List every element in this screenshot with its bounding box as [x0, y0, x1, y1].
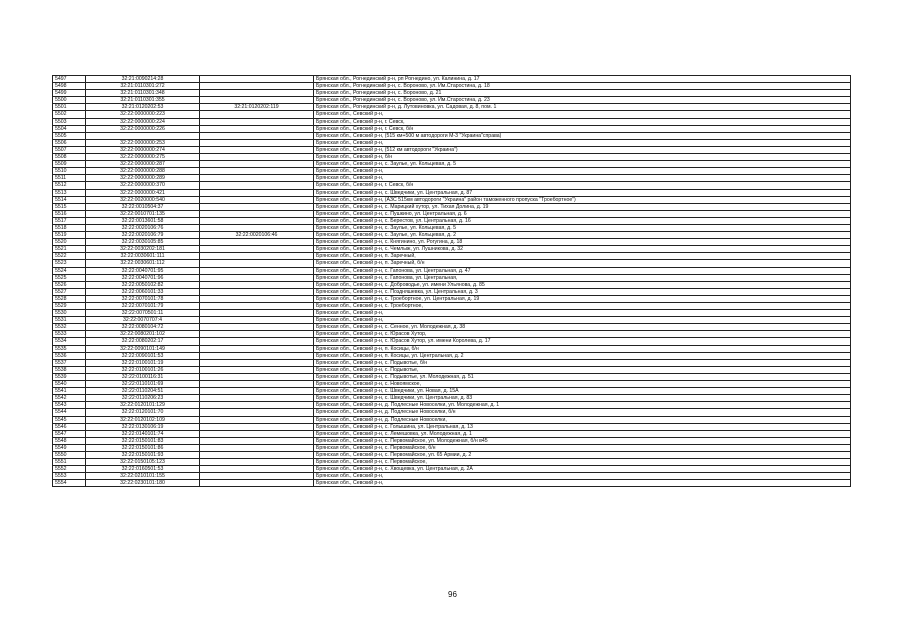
- table-row: [53, 210, 851, 217]
- cadastral-number-cell: 32:22:0070707:4: [86, 317, 200, 324]
- row-number-cell: 5512: [53, 182, 86, 189]
- row-number-cell: 5505: [53, 132, 86, 139]
- address-cell: Брянская обл., Севский р-н, п. Косицы, ул. Центральная, д. 2: [314, 352, 851, 359]
- previous-number-cell: [200, 352, 314, 359]
- cadastral-number-cell: 32:22:0110206:23: [86, 395, 200, 402]
- address-cell: Брянская обл., Севский р-н, г. Севск, б/н: [314, 182, 851, 189]
- cadastral-number-cell: 32:22:0030601:111: [86, 253, 200, 260]
- row-number-cell: 5541: [53, 388, 86, 395]
- previous-number-cell: [200, 402, 314, 409]
- cadastral-number-cell: 32:22:0050102:82: [86, 281, 200, 288]
- row-number-cell: 5521: [53, 246, 86, 253]
- row-number-cell: 5522: [53, 253, 86, 260]
- address-cell: Брянская обл., Севский р-н, д. Подлесные Новоселки, б/н: [314, 409, 851, 416]
- row-number-cell: 5525: [53, 274, 86, 281]
- address-cell: Брянская обл., Севский р-н, с. Заулье, ул. Кольцевая, д. 5: [314, 224, 851, 231]
- table-row: [53, 260, 851, 267]
- previous-number-cell: [200, 175, 314, 182]
- row-number-cell: 5504: [53, 125, 86, 132]
- table-row: [53, 246, 851, 253]
- row-number-cell: 5502: [53, 111, 86, 118]
- address-cell: Брянская обл., Севский р-н, с. Троебортное,: [314, 303, 851, 310]
- address-cell: Брянская обл., Рогнединский р-н, д. Лутовиновка, ул. Садовая, д. 8, пом. 1: [314, 104, 851, 111]
- cadastral-number-cell: 32:21:0110301:272: [86, 83, 200, 90]
- cadastral-number-cell: 32:22:0000000:274: [86, 146, 200, 153]
- cadastral-number-cell: 32:22:0000000:370: [86, 182, 200, 189]
- previous-number-cell: [200, 288, 314, 295]
- address-cell: Брянская обл., Рогнединский р-н, с. Вороново, ул. Им.Старостина, д. 23: [314, 97, 851, 104]
- previous-number-cell: [200, 224, 314, 231]
- table-row: [53, 203, 851, 210]
- cadastral-number-cell: 32:22:0070101:79: [86, 303, 200, 310]
- previous-number-cell: [200, 395, 314, 402]
- previous-number-cell: [200, 388, 314, 395]
- row-number-cell: 5498: [53, 83, 86, 90]
- row-number-cell: 5520: [53, 239, 86, 246]
- table-row: [53, 83, 851, 90]
- address-cell: Брянская обл., Севский р-н, с. Первомайское, б/н: [314, 444, 851, 451]
- previous-number-cell: [200, 97, 314, 104]
- previous-number-cell: [200, 182, 314, 189]
- cadastral-number-cell: 32:22:0000000:288: [86, 168, 200, 175]
- row-number-cell: 5526: [53, 281, 86, 288]
- table-row: [53, 395, 851, 402]
- address-cell: Брянская обл., Севский р-н, п. Косицы, б/н: [314, 345, 851, 352]
- address-cell: Брянская обл., Севский р-н, с. Гапонова, ул. Центральная,: [314, 274, 851, 281]
- previous-number-cell: [200, 196, 314, 203]
- previous-number-cell: [200, 76, 314, 83]
- table-row: [53, 430, 851, 437]
- row-number-cell: 5539: [53, 373, 86, 380]
- cadastral-number-cell: 32:22:0020106:79: [86, 232, 200, 239]
- cadastral-number-cell: 32:22:0010701:135: [86, 210, 200, 217]
- address-cell: Брянская обл., Севский р-н, с. Берестов, ул. Центральная, д. 16: [314, 217, 851, 224]
- previous-number-cell: [200, 345, 314, 352]
- cadastral-number-cell: 32:22:0120101:70: [86, 409, 200, 416]
- cadastral-number-cell: 32:22:0110204:51: [86, 388, 200, 395]
- table-row: [53, 451, 851, 458]
- row-number-cell: 5554: [53, 480, 86, 487]
- cadastral-number-cell: 32:22:0000000:289: [86, 175, 200, 182]
- table-row: [53, 267, 851, 274]
- table-row: [53, 76, 851, 83]
- cadastral-number-cell: 32:22:0030202:181: [86, 246, 200, 253]
- cadastral-number-cell: 32:22:0150101:86: [86, 444, 200, 451]
- address-cell: Брянская обл., Севский р-н, б/н: [314, 154, 851, 161]
- cadastral-number-cell: 32:22:0013601:58: [86, 217, 200, 224]
- cadastral-number-cell: 32:21:0110301:355: [86, 97, 200, 104]
- cadastral-number-cell: 32:22:0230101:180: [86, 480, 200, 487]
- table-row: [53, 388, 851, 395]
- cadastral-number-cell: 32:22:0000000:223: [86, 111, 200, 118]
- previous-number-cell: [200, 217, 314, 224]
- previous-number-cell: [200, 480, 314, 487]
- previous-number-cell: [200, 359, 314, 366]
- table-row: [53, 324, 851, 331]
- table-row: [53, 125, 851, 132]
- address-cell: Брянская обл., Севский р-н, (АЗС 515км автодороги "Украина" район таможенного пропуска "Троебортное"): [314, 196, 851, 203]
- cadastral-number-cell: 32:21:0120202:53: [86, 104, 200, 111]
- address-cell: Брянская обл., Севский р-н,: [314, 473, 851, 480]
- address-cell: Брянская обл., Севский р-н,: [314, 175, 851, 182]
- cadastral-number-cell: 32:22:0080202:17: [86, 338, 200, 345]
- previous-number-cell: [200, 118, 314, 125]
- cadastral-number-cell: 32:22:0000000:226: [86, 125, 200, 132]
- table-row: [53, 288, 851, 295]
- previous-number-cell: [200, 139, 314, 146]
- previous-number-cell: [200, 324, 314, 331]
- previous-number-cell: [200, 132, 314, 139]
- table-row: [53, 338, 851, 345]
- cadastral-number-cell: 32:22:0030105:85: [86, 239, 200, 246]
- row-number-cell: 5550: [53, 451, 86, 458]
- cadastral-number-cell: 32:21:0090214:28: [86, 76, 200, 83]
- table-row: [53, 104, 851, 111]
- address-cell: Брянская обл., Севский р-н, с. Шведчики, ул. Центральная, д. 87: [314, 189, 851, 196]
- address-cell: Брянская обл., Севский р-н, с. Заулье, ул. Кольцевая, д. 2: [314, 232, 851, 239]
- address-cell: Брянская обл., Севский р-н, с. Пушкино, ул. Центральная, д. 6: [314, 210, 851, 217]
- table-row: [53, 444, 851, 451]
- table-row: [53, 189, 851, 196]
- address-cell: Брянская обл., Севский р-н, с. Сенное, ул. Молодежная, д. 38: [314, 324, 851, 331]
- row-number-cell: 5535: [53, 345, 86, 352]
- row-number-cell: 5530: [53, 310, 86, 317]
- previous-number-cell: [200, 83, 314, 90]
- address-cell: Брянская обл., Севский р-н, п. Заречный,: [314, 253, 851, 260]
- previous-number-cell: [200, 90, 314, 97]
- property-register-table: [52, 75, 851, 487]
- table-row: [53, 466, 851, 473]
- row-number-cell: 5518: [53, 224, 86, 231]
- row-number-cell: 5544: [53, 409, 86, 416]
- cadastral-number-cell: 32:22:0130106:19: [86, 423, 200, 430]
- previous-number-cell: [200, 459, 314, 466]
- cadastral-number-cell: 32:22:0080201:102: [86, 331, 200, 338]
- row-number-cell: 5547: [53, 430, 86, 437]
- table-row: [53, 224, 851, 231]
- cadastral-number-cell: 32:22:0000000:224: [86, 118, 200, 125]
- row-number-cell: 5537: [53, 359, 86, 366]
- cadastral-number-cell: 32:22:0090101:149: [86, 345, 200, 352]
- table-row: [53, 303, 851, 310]
- previous-number-cell: [200, 210, 314, 217]
- table-row: [53, 416, 851, 423]
- address-cell: Брянская обл., Севский р-н, с. Юрасов Хутор, ул. имени Королева, д. 17: [314, 338, 851, 345]
- row-number-cell: 5545: [53, 416, 86, 423]
- table-row: [53, 331, 851, 338]
- row-number-cell: 5514: [53, 196, 86, 203]
- cadastral-number-cell: 32:22:0040701:96: [86, 274, 200, 281]
- address-cell: Брянская обл., Севский р-н,: [314, 139, 851, 146]
- table-row: [53, 139, 851, 146]
- address-cell: Брянская обл., Севский р-н, с. Голышина, ул. Центральная, д. 13: [314, 423, 851, 430]
- address-cell: Брянская обл., Севский р-н, с. Поздняшевка, ул. Центральная, д. 3: [314, 288, 851, 295]
- address-cell: Брянская обл., Севский р-н, г. Севск,: [314, 118, 851, 125]
- table-row: [53, 381, 851, 388]
- row-number-cell: 5529: [53, 303, 86, 310]
- address-cell: Брянская обл., Севский р-н, с. Заулье, ул. Кольцевая, д. 5: [314, 161, 851, 168]
- previous-number-cell: [200, 303, 314, 310]
- previous-number-cell: [200, 444, 314, 451]
- row-number-cell: 5552: [53, 466, 86, 473]
- previous-number-cell: [200, 246, 314, 253]
- row-number-cell: 5542: [53, 395, 86, 402]
- row-number-cell: 5497: [53, 76, 86, 83]
- table-row: [53, 352, 851, 359]
- address-cell: Брянская обл., Севский р-н, с. Троебортное, ул. Центральная, д. 19: [314, 295, 851, 302]
- address-cell: Брянская обл., Севский р-н, с. Подывотье, ул. Молодежная, д. 51: [314, 373, 851, 380]
- row-number-cell: 5553: [53, 473, 86, 480]
- table-row: [53, 154, 851, 161]
- cadastral-number-cell: 32:22:0120102:109: [86, 416, 200, 423]
- cadastral-number-cell: 32:22:0000000:287: [86, 161, 200, 168]
- previous-number-cell: [200, 451, 314, 458]
- table-row: [53, 90, 851, 97]
- previous-number-cell: 32:21:0120202:119: [200, 104, 314, 111]
- table-row: [53, 175, 851, 182]
- previous-number-cell: [200, 310, 314, 317]
- table-row: [53, 217, 851, 224]
- row-number-cell: 5527: [53, 288, 86, 295]
- address-cell: Брянская обл., Севский р-н, (515 км+500 м автодороги М-3 "Украина"справа): [314, 132, 851, 139]
- row-number-cell: 5540: [53, 381, 86, 388]
- row-number-cell: 5534: [53, 338, 86, 345]
- address-cell: Брянская обл., Севский р-н, с. Первомайское, ул. 65 Армии, д. 2: [314, 451, 851, 458]
- table-row: [53, 97, 851, 104]
- cadastral-number-cell: 32:22:0000000:275: [86, 154, 200, 161]
- address-cell: Брянская обл., Рогнединский р-н, с. Вороново, д. 21: [314, 90, 851, 97]
- address-cell: Брянская обл., Рогнединский р-н, с. Вороново, ул. Им.Старостина, д. 18: [314, 83, 851, 90]
- previous-number-cell: [200, 146, 314, 153]
- address-cell: Брянская обл., Севский р-н, с. Шведчики, ул. Новая, д. 15А: [314, 388, 851, 395]
- table-row: [53, 459, 851, 466]
- address-cell: Брянская обл., Рогнединский р-н, рп Рогнедино, ул. Калинина, д. 17: [314, 76, 851, 83]
- address-cell: Брянская обл., Севский р-н, с. Лемешовка, ул. Молодежная, д. 1: [314, 430, 851, 437]
- row-number-cell: 5538: [53, 366, 86, 373]
- register-body: [53, 76, 851, 487]
- cadastral-number-cell: 32:22:0000000:253: [86, 139, 200, 146]
- previous-number-cell: [200, 430, 314, 437]
- table-row: [53, 345, 851, 352]
- cadastral-number-cell: 32:22:0160501:53: [86, 466, 200, 473]
- address-cell: Брянская обл., Севский р-н, с. Новоямское,: [314, 381, 851, 388]
- address-cell: Брянская обл., Севский р-н, д. Подлесные Новоселки, ул. Молодежная, д. 1: [314, 402, 851, 409]
- table-row: [53, 196, 851, 203]
- table-row: [53, 111, 851, 118]
- previous-number-cell: [200, 253, 314, 260]
- row-number-cell: 5531: [53, 317, 86, 324]
- table-row: [53, 409, 851, 416]
- address-cell: Брянская обл., Севский р-н, с. Княгинино, ул. Рогугина, д. 18: [314, 239, 851, 246]
- row-number-cell: 5546: [53, 423, 86, 430]
- row-number-cell: 5543: [53, 402, 86, 409]
- previous-number-cell: [200, 466, 314, 473]
- previous-number-cell: [200, 154, 314, 161]
- row-number-cell: 5499: [53, 90, 86, 97]
- row-number-cell: 5528: [53, 295, 86, 302]
- table-row: [53, 366, 851, 373]
- row-number-cell: 5516: [53, 210, 86, 217]
- address-cell: Брянская обл., Севский р-н,: [314, 317, 851, 324]
- cadastral-number-cell: 32:22:0110101:69: [86, 381, 200, 388]
- row-number-cell: 5515: [53, 203, 86, 210]
- previous-number-cell: [200, 239, 314, 246]
- row-number-cell: 5533: [53, 331, 86, 338]
- table-row: [53, 423, 851, 430]
- row-number-cell: 5510: [53, 168, 86, 175]
- previous-number-cell: [200, 267, 314, 274]
- cadastral-number-cell: 32:22:0070501:11: [86, 310, 200, 317]
- table-row: [53, 168, 851, 175]
- table-row: [53, 373, 851, 380]
- address-cell: Брянская обл., Севский р-н, с. Чемлыж, ул. Лушникова, д. 32: [314, 246, 851, 253]
- row-number-cell: 5551: [53, 459, 86, 466]
- cadastral-number-cell: 32:22:0100101:26: [86, 366, 200, 373]
- row-number-cell: 5548: [53, 437, 86, 444]
- cadastral-number-cell: 32:21:0110301:348: [86, 90, 200, 97]
- address-cell: Брянская обл., Севский р-н, с. Гапонова, ул. Центральная, д. 47: [314, 267, 851, 274]
- address-cell: Брянская обл., Севский р-н, с. Подывотье,: [314, 366, 851, 373]
- table-row: [53, 253, 851, 260]
- previous-number-cell: [200, 409, 314, 416]
- previous-number-cell: [200, 260, 314, 267]
- cadastral-number-cell: 32:22:0120101:129: [86, 402, 200, 409]
- cadastral-number-cell: 32:22:0000000:421: [86, 189, 200, 196]
- row-number-cell: 5500: [53, 97, 86, 104]
- previous-number-cell: [200, 189, 314, 196]
- previous-number-cell: [200, 423, 314, 430]
- page-number: 96: [448, 590, 457, 599]
- address-cell: Брянская обл., Севский р-н,: [314, 111, 851, 118]
- previous-number-cell: [200, 416, 314, 423]
- cadastral-number-cell: 32:22:0090101:53: [86, 352, 200, 359]
- row-number-cell: 5532: [53, 324, 86, 331]
- previous-number-cell: [200, 437, 314, 444]
- cadastral-number-cell: 32:22:0100101:19: [86, 359, 200, 366]
- previous-number-cell: [200, 203, 314, 210]
- cadastral-number-cell: 32:22:0100116:31: [86, 373, 200, 380]
- cadastral-number-cell: 32:22:0030601:112: [86, 260, 200, 267]
- row-number-cell: 5513: [53, 189, 86, 196]
- row-number-cell: 5507: [53, 146, 86, 153]
- address-cell: Брянская обл., Севский р-н, с. Хвощевка, ул. Центральная, д. 2А: [314, 466, 851, 473]
- table-row: [53, 118, 851, 125]
- table-row: [53, 239, 851, 246]
- cadastral-number-cell: 32:22:0150101:93: [86, 451, 200, 458]
- previous-number-cell: [200, 161, 314, 168]
- address-cell: Брянская обл., Севский р-н,: [314, 310, 851, 317]
- row-number-cell: 5506: [53, 139, 86, 146]
- previous-number-cell: [200, 366, 314, 373]
- previous-number-cell: [200, 331, 314, 338]
- table-row: [53, 274, 851, 281]
- previous-number-cell: [200, 317, 314, 324]
- previous-number-cell: [200, 381, 314, 388]
- address-cell: Брянская обл., Севский р-н, д. Подлесные Новоселки,: [314, 416, 851, 423]
- cadastral-number-cell: 32:22:0210101:155: [86, 473, 200, 480]
- row-number-cell: 5519: [53, 232, 86, 239]
- row-number-cell: 5523: [53, 260, 86, 267]
- address-cell: Брянская обл., Севский р-н, с. Шведчики, ул. Центральная, д. 83: [314, 395, 851, 402]
- previous-number-cell: [200, 274, 314, 281]
- cadastral-number-cell: 32:22:0080104:72: [86, 324, 200, 331]
- row-number-cell: 5517: [53, 217, 86, 224]
- previous-number-cell: [200, 168, 314, 175]
- previous-number-cell: [200, 338, 314, 345]
- row-number-cell: 5524: [53, 267, 86, 274]
- previous-number-cell: [200, 281, 314, 288]
- table-row: [53, 437, 851, 444]
- cadastral-number-cell: 32:22:0010504:37: [86, 203, 200, 210]
- previous-number-cell: [200, 125, 314, 132]
- address-cell: Брянская обл., Севский р-н, (512 км автодороги "Украина"): [314, 146, 851, 153]
- row-number-cell: 5508: [53, 154, 86, 161]
- table-row: [53, 310, 851, 317]
- cadastral-number-cell: 32:22:0020000:540: [86, 196, 200, 203]
- table-row: [53, 132, 851, 139]
- table-row: [53, 281, 851, 288]
- address-cell: Брянская обл., Севский р-н, п. Заречный, б/н: [314, 260, 851, 267]
- table-row: [53, 402, 851, 409]
- row-number-cell: 5501: [53, 104, 86, 111]
- previous-number-cell: [200, 111, 314, 118]
- row-number-cell: 5511: [53, 175, 86, 182]
- table-row: [53, 480, 851, 487]
- address-cell: Брянская обл., Севский р-н, с. Первомайское, ул. Молодежная, б/н в45: [314, 437, 851, 444]
- cadastral-number-cell: 32:22:0040701:95: [86, 267, 200, 274]
- row-number-cell: 5549: [53, 444, 86, 451]
- table-row: [53, 473, 851, 480]
- row-number-cell: 5509: [53, 161, 86, 168]
- previous-number-cell: 32:22:0020106:46: [200, 232, 314, 239]
- address-cell: Брянская обл., Севский р-н, с. Подывотье, б/н: [314, 359, 851, 366]
- table-row: [53, 232, 851, 239]
- table-row: [53, 182, 851, 189]
- address-cell: Брянская обл., Севский р-н, г. Севск, б/н: [314, 125, 851, 132]
- address-cell: Брянская обл., Севский р-н,: [314, 168, 851, 175]
- cadastral-number-cell: [86, 132, 200, 139]
- row-number-cell: 5503: [53, 118, 86, 125]
- table-row: [53, 359, 851, 366]
- cadastral-number-cell: 32:22:0150101:83: [86, 437, 200, 444]
- previous-number-cell: [200, 295, 314, 302]
- cadastral-number-cell: 32:22:0140101:74: [86, 430, 200, 437]
- previous-number-cell: [200, 373, 314, 380]
- table-row: [53, 146, 851, 153]
- row-number-cell: 5536: [53, 352, 86, 359]
- table-row: [53, 317, 851, 324]
- table-row: [53, 161, 851, 168]
- address-cell: Брянская обл., Севский р-н,: [314, 480, 851, 487]
- address-cell: Брянская обл., Севский р-н, с. Марицкий хутор, ул. Тихая Долина, д. 19: [314, 203, 851, 210]
- cadastral-number-cell: 32:22:0020106:76: [86, 224, 200, 231]
- cadastral-number-cell: 32:22:0060101:33: [86, 288, 200, 295]
- table-row: [53, 295, 851, 302]
- cadastral-number-cell: 32:22:0070101:78: [86, 295, 200, 302]
- cadastral-number-cell: 32:22:0150105:123: [86, 459, 200, 466]
- address-cell: Брянская обл., Севский р-н, с. Юрасов Хутор,: [314, 331, 851, 338]
- previous-number-cell: [200, 473, 314, 480]
- address-cell: Брянская обл., Севский р-н, с. Доброводье, ул. имени Ульянова, д. 85: [314, 281, 851, 288]
- address-cell: Брянская обл., Севский р-н, с. Первомайское,: [314, 459, 851, 466]
